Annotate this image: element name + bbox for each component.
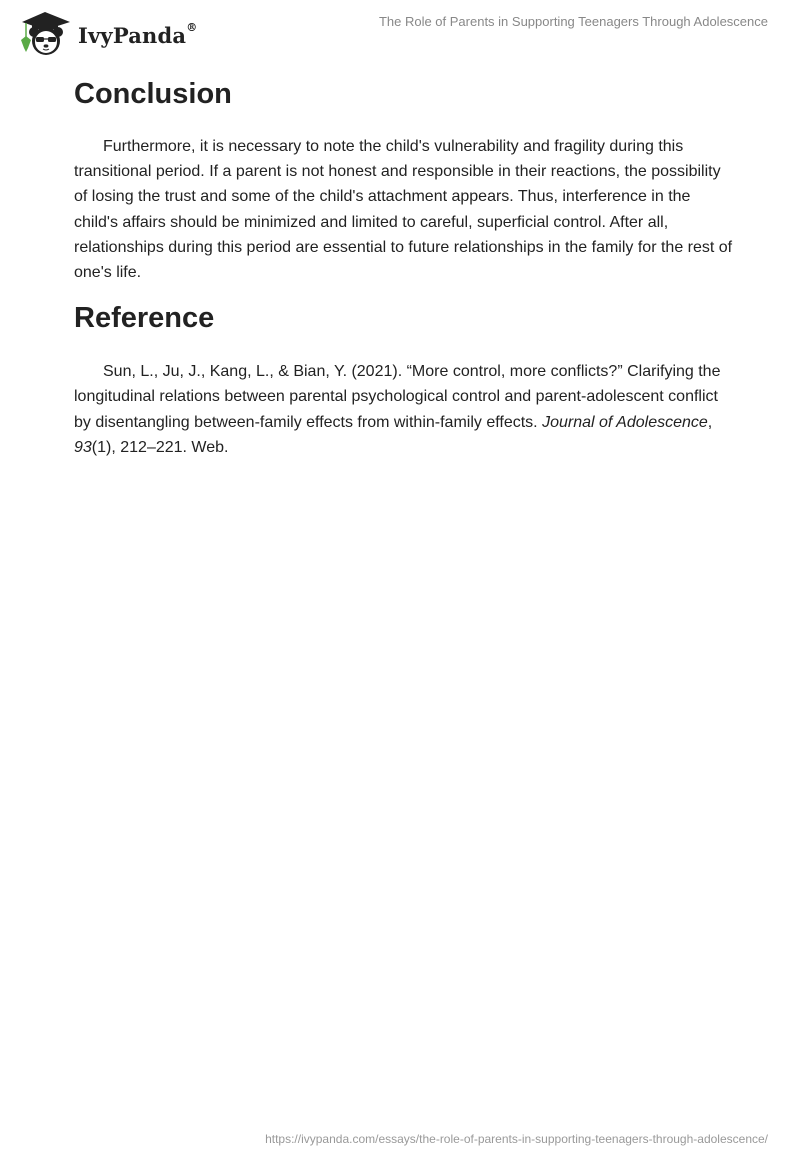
panda-graduate-icon	[14, 8, 76, 58]
reference-separator: ,	[707, 413, 713, 431]
ivypanda-logo[interactable]	[14, 8, 197, 58]
section-heading-reference: Reference	[74, 302, 215, 335]
document-title: The Role of Parents in Supporting Teenagers Through Adolescence	[378, 14, 768, 29]
reference-entry	[74, 359, 734, 460]
conclusion-paragraph: Furthermore, it is necessary to note the child's vulnerability and fragility during this transitional period. If a parent is not honest and responsible in their reactions, the possibility of losing the trust and some of the child's attachment appears. Thus, interference in the child's affairs should be minimized and limited to careful, superficial control. After all, relationships during this period are essential to future relationships in the family for the rest of one's life.	[74, 138, 733, 282]
essay-content	[74, 70, 734, 460]
reference-volume: 93	[74, 438, 92, 456]
section-heading-conclusion: Conclusion	[74, 78, 232, 110]
registered-mark: ®	[186, 20, 198, 34]
brand-name: IvyPanda®	[78, 20, 198, 48]
source-url-link[interactable]: https://ivypanda.com/essays/the-role-of-parents-in-supporting-teenagers-through-adolescence/	[265, 1132, 768, 1146]
reference-journal: Journal of Adolescence	[542, 413, 708, 431]
reference-pages: (1), 212–221. Web.	[91, 438, 229, 456]
reference-authors-title: Sun, L., Ju, J., Kang, L., & Bian, Y. (2021). “More control, more conflicts?” Clarifying the longitudinal relations between parental psychological control and parent-adolescent conflict by disentangling between-family effects from within-family effects.	[74, 363, 721, 431]
